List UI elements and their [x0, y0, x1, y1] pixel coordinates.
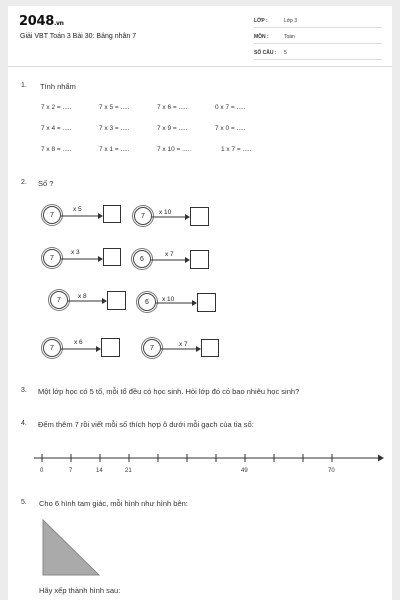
- answer-box[interactable]: [101, 338, 120, 357]
- q1-cell: 7 x 5 = .....: [99, 104, 130, 111]
- start-circle: 6: [138, 293, 156, 311]
- q5-footer: Hãy xếp thành hình sau:: [39, 586, 121, 595]
- q1-cell: 7 x 10 = .....: [157, 146, 192, 153]
- meta-class-key: LỚP :: [254, 18, 268, 24]
- operation-label: x 10: [162, 296, 175, 303]
- operation-label: x 7: [179, 341, 188, 348]
- q1-cell: 7 x 9 = .....: [157, 125, 188, 132]
- tick-label: 7: [69, 468, 73, 474]
- meta-count-value: 5: [284, 50, 287, 56]
- answer-box[interactable]: [190, 250, 209, 269]
- operation-label: x 3: [71, 249, 80, 256]
- q2-number: 2.: [21, 179, 27, 186]
- start-circle: 7: [50, 291, 68, 309]
- meta-subject-key: MÔN :: [254, 34, 269, 40]
- q1-cell: 7 x 1 = .....: [99, 146, 130, 153]
- tick-label: 49: [241, 468, 248, 474]
- q5-number: 5.: [21, 499, 27, 506]
- site-logo[interactable]: [19, 14, 64, 29]
- tick-label: 70: [328, 468, 335, 474]
- tick-label: 14: [96, 468, 103, 474]
- q1-cell: 0 x 7 = .....: [215, 104, 246, 111]
- meta-divider: [254, 59, 382, 60]
- q2-title: Số ?: [38, 179, 54, 188]
- worksheet-page: [8, 6, 392, 600]
- q1-cell: 7 x 4 = .....: [41, 125, 72, 132]
- start-circle: 7: [143, 339, 161, 357]
- tick-label: 0: [40, 468, 44, 474]
- q1-cell: 7 x 2 = .....: [41, 104, 72, 111]
- page-title: Giải VBT Toán 3 Bài 30: Bảng nhân 7: [20, 33, 137, 40]
- header-divider: [8, 66, 392, 67]
- operation-label: x 5: [73, 206, 82, 213]
- q3-number: 3.: [21, 387, 27, 394]
- arrow: [61, 212, 103, 220]
- operation-label: x 10: [159, 209, 172, 216]
- q4-number: 4.: [21, 420, 27, 427]
- operation-label: x 8: [78, 293, 87, 300]
- answer-box[interactable]: [107, 291, 126, 310]
- answer-box[interactable]: [103, 205, 121, 223]
- number-line: [34, 452, 384, 466]
- start-circle: 7: [134, 207, 152, 225]
- q1-title: Tính nhẩm: [40, 82, 76, 91]
- meta-divider: [254, 27, 382, 28]
- arrow: [61, 345, 101, 353]
- start-circle: 7: [43, 206, 61, 224]
- operation-label: x 7: [165, 251, 174, 258]
- answer-box[interactable]: [201, 339, 219, 357]
- logo-main: 2048: [19, 14, 54, 29]
- meta-divider: [254, 43, 382, 44]
- q3-text: Một lớp học có 5 tổ, mỗi tổ đều có học sinh. Hỏi lớp đó có bao nhiêu học sinh?: [38, 387, 300, 396]
- answer-box[interactable]: [190, 207, 209, 226]
- q1-cell: 7 x 8 = .....: [41, 146, 72, 153]
- tick-label: 21: [125, 468, 132, 474]
- answer-box[interactable]: [197, 293, 216, 312]
- start-circle: 7: [43, 339, 61, 357]
- start-circle: 7: [43, 249, 61, 267]
- operation-label: x 6: [74, 339, 83, 346]
- arrow: [61, 255, 103, 263]
- q1-cell: 7 x 0 = .....: [215, 125, 246, 132]
- meta-count-key: SỐ CÂU :: [254, 50, 277, 56]
- q1-cell: 1 x 7 = .....: [221, 146, 252, 153]
- start-circle: 6: [133, 250, 151, 268]
- meta-subject-value: Toán: [284, 34, 295, 40]
- q5-text: Cho 6 hình tam giác, mỗi hình như hình bên:: [39, 499, 188, 508]
- q1-number: 1.: [21, 82, 27, 89]
- logo-suffix: .vn: [53, 20, 64, 27]
- arrow: [68, 297, 107, 305]
- q4-text: Đếm thêm 7 rồi viết mỗi số thích hợp ô dưới mỗi gạch của tia số:: [38, 420, 254, 429]
- meta-class-value: Lớp 3: [284, 18, 298, 24]
- q1-cell: 7 x 3 = .....: [99, 125, 130, 132]
- q1-cell: 7 x 6 = .....: [157, 104, 188, 111]
- answer-box[interactable]: [103, 248, 121, 266]
- triangle-figure: [42, 519, 102, 577]
